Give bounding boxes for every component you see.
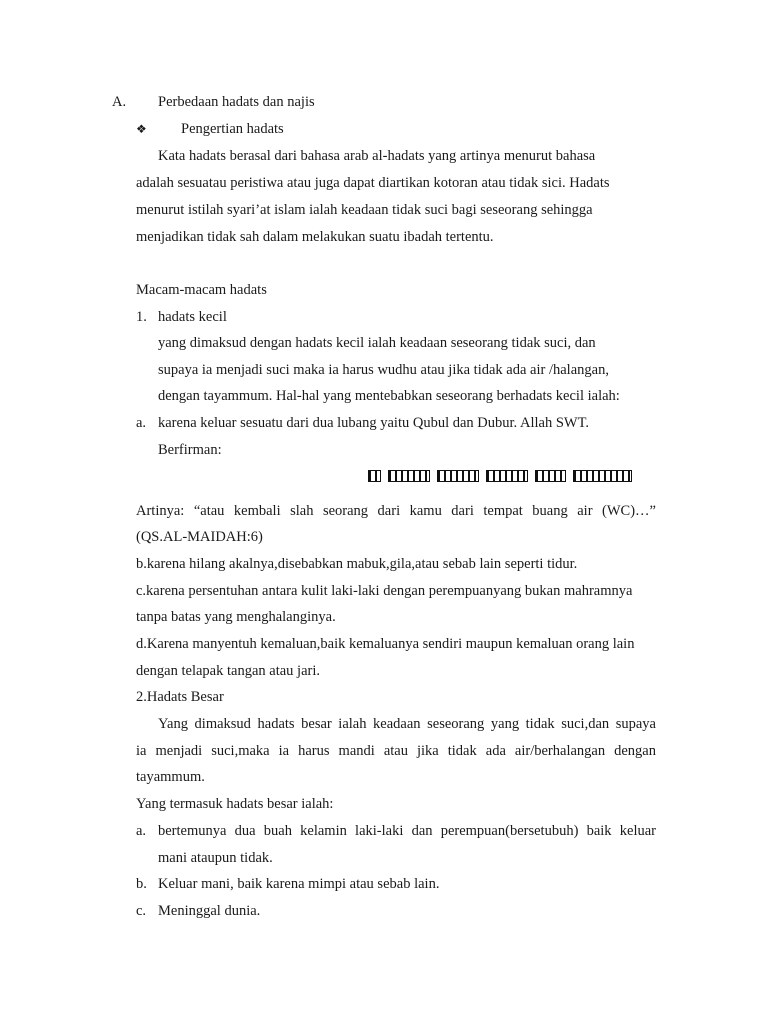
bullet-diamond-icon: ❖ bbox=[136, 122, 147, 136]
berfirman-label: Berfirman: bbox=[158, 442, 222, 458]
list-marker: a. bbox=[136, 823, 147, 839]
section-marker: A. bbox=[112, 94, 127, 110]
list-item-text: mani ataupun tidak. bbox=[158, 850, 273, 866]
paragraph-line: menurut istilah syari’at islam ialah keadaan tidak suci bagi seseorang sehingga bbox=[136, 202, 593, 218]
artinya-line: Artinya: “atau kembali slah seorang dari kamu dari tempat buang air (WC)…” bbox=[136, 503, 656, 519]
list-item-text: tanpa batas yang menghalanginya. bbox=[136, 609, 336, 625]
macam-title: Macam-macam hadats bbox=[136, 282, 267, 298]
sub-heading: Pengertian hadats bbox=[181, 121, 284, 137]
list-marker: 1. bbox=[136, 309, 147, 325]
list-item-text: Meninggal dunia. bbox=[158, 903, 261, 919]
list-item-text: bertemunya dua buah kelamin laki-laki dan perempuan(bersetubuh) baik keluar bbox=[158, 823, 656, 839]
list-item-text: d.Karena manyentuh kemaluan,baik kemaluanya sendiri maupun kemaluan orang lain bbox=[136, 636, 635, 652]
hadats-kecil-title: hadats kecil bbox=[158, 309, 227, 325]
paragraph-line: Kata hadats berasal dari bahasa arab al-hadats yang artinya menurut bahasa bbox=[158, 148, 596, 164]
list-item-text: b.karena hilang akalnya,disebabkan mabuk,gila,atau sebab lain seperti tidur. bbox=[136, 556, 578, 572]
list-item-text: c.karena persentuhan antara kulit laki-laki dengan perempuanyang bukan mahramnya bbox=[136, 583, 633, 599]
paragraph-line: ia menjadi suci,maka ia harus mandi atau jika tidak ada air/berhalangan dengan bbox=[136, 743, 656, 759]
termasuk-label: Yang termasuk hadats besar ialah: bbox=[136, 796, 334, 812]
list-item-text: dengan telapak tangan atau jari. bbox=[136, 663, 320, 679]
arabic-verse-glyphs bbox=[368, 469, 632, 483]
list-item-text: Keluar mani, baik karena mimpi atau sebab lain. bbox=[158, 876, 440, 892]
paragraph-line: yang dimaksud dengan hadats kecil ialah keadaan seseorang tidak suci, dan bbox=[158, 335, 596, 351]
paragraph-line: Yang dimaksud hadats besar ialah keadaan seseorang yang tidak suci,dan supaya bbox=[158, 716, 656, 732]
list-marker: a. bbox=[136, 415, 147, 431]
list-marker: b. bbox=[136, 876, 147, 892]
list-marker: c. bbox=[136, 903, 147, 919]
hadats-besar-title: 2.Hadats Besar bbox=[136, 689, 224, 705]
paragraph-line: tayammum. bbox=[136, 769, 205, 785]
paragraph-line: adalah sesuatau peristiwa atau juga dapat diartikan kotoran atau tidak sici. Hadats bbox=[136, 175, 610, 191]
paragraph-line: dengan tayammum. Hal-hal yang mentebabkan seseorang berhadats kecil ialah: bbox=[158, 388, 620, 404]
list-item-text: karena keluar sesuatu dari dua lubang yaitu Qubul dan Dubur. Allah SWT. bbox=[158, 415, 589, 431]
paragraph-line: menjadikan tidak sah dalam melakukan suatu ibadah tertentu. bbox=[136, 229, 494, 245]
verse-reference: (QS.AL-MAIDAH:6) bbox=[136, 529, 263, 545]
section-heading: Perbedaan hadats dan najis bbox=[158, 94, 315, 110]
paragraph-line: supaya ia menjadi suci maka ia harus wudhu atau jika tidak ada air /halangan, bbox=[158, 362, 609, 378]
